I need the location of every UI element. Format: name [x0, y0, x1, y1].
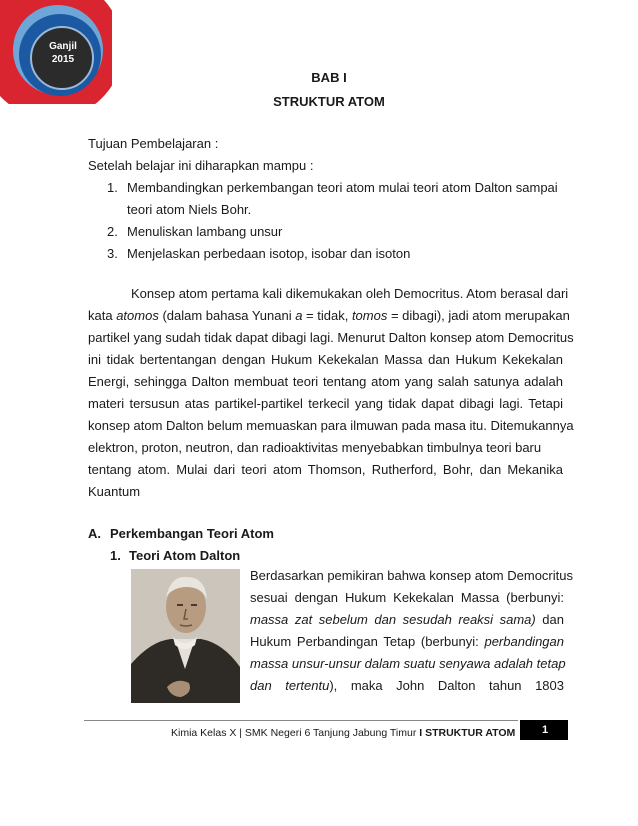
paragraph-line: tentang atom. Mulai dari teori atom Thomson, Rutherford, Bohr, dan Mekanika	[88, 462, 563, 477]
paragraph-line: dan tertentu), maka John Dalton tahun 1803	[250, 678, 564, 693]
objectives-intro: Setelah belajar ini diharapkan mampu :	[88, 158, 314, 173]
badge-label: Ganjil 2015	[49, 41, 77, 65]
paragraph-line: sesuai dengan Hukum Kekekalan Massa (berbunyi:	[250, 590, 564, 605]
footer-divider	[84, 720, 518, 721]
paragraph-line: massa zat sebelum dan sesudah reaksi sama) dan	[250, 612, 564, 627]
paragraph-line: Hukum Perbandingan Tetap (berbunyi: perbandingan	[250, 634, 564, 649]
paragraph-line: konsep atom Dalton belum memuaskan para ilmuwan pada masa itu. Ditemukannya	[88, 418, 574, 433]
subsection-heading: Teori Atom Dalton	[129, 548, 241, 563]
objective-text: Menjelaskan perbedaan isotop, isobar dan isoton	[127, 246, 411, 261]
paragraph-line: materi tersusun atas partikel-partikel terkecil yang tidak dapat dibagi lagi. Tetapi	[88, 396, 563, 411]
intro-paragraph	[88, 283, 574, 503]
section-letter: A.	[88, 526, 101, 541]
objectives-heading: Tujuan Pembelajaran :	[88, 136, 219, 151]
paragraph-line: partikel yang sudah tidak dapat dibagi lagi. Menurut Dalton konsep atom Democritus	[88, 330, 574, 345]
chapter-number: BAB I	[311, 70, 347, 85]
paragraph-line: Konsep atom pertama kali dikemukakan oleh Democritus. Atom berasal dari	[131, 286, 569, 301]
objective-number: 3.	[107, 246, 118, 261]
footer-text: Kimia Kelas X | SMK Negeri 6 Tanjung Jabung Timur I STRUKTUR ATOM	[171, 727, 516, 739]
subsection-number: 1.	[110, 548, 121, 563]
objective-number: 2.	[107, 224, 118, 239]
objective-text: Menuliskan lambang unsur	[127, 224, 283, 239]
objective-text: Membandingkan perkembangan teori atom mulai teori atom Dalton sampai	[127, 180, 558, 195]
section-heading: Perkembangan Teori Atom	[110, 526, 274, 541]
paragraph-line: ini tidak bertentangan dengan Hukum Kekekalan Massa dan Hukum Kekekalan	[88, 352, 563, 367]
page-number: 1	[520, 720, 568, 740]
objective-number: 1.	[107, 180, 118, 195]
chapter-title: STRUKTUR ATOM	[273, 94, 385, 109]
paragraph-line: Energi, sehingga Dalton membuat teori tentang atom yang salah satunya adalah	[88, 374, 563, 389]
john-dalton-portrait	[131, 569, 240, 703]
paragraph-line: Berdasarkan pemikiran bahwa konsep atom Democritus	[250, 568, 573, 583]
objective-text-cont: teori atom Niels Bohr.	[127, 202, 252, 217]
dalton-paragraph	[250, 565, 573, 697]
paragraph-line: Kuantum	[88, 484, 141, 499]
paragraph-line: kata atomos (dalam bahasa Yunani a = tidak, tomos = dibagi), jadi atom merupakan	[88, 308, 570, 323]
paragraph-line: massa unsur-unsur dalam suatu senyawa adalah tetap	[250, 656, 566, 671]
paragraph-line: elektron, proton, neutron, dan radioaktivitas menyebabkan timbulnya teori baru	[88, 440, 542, 455]
